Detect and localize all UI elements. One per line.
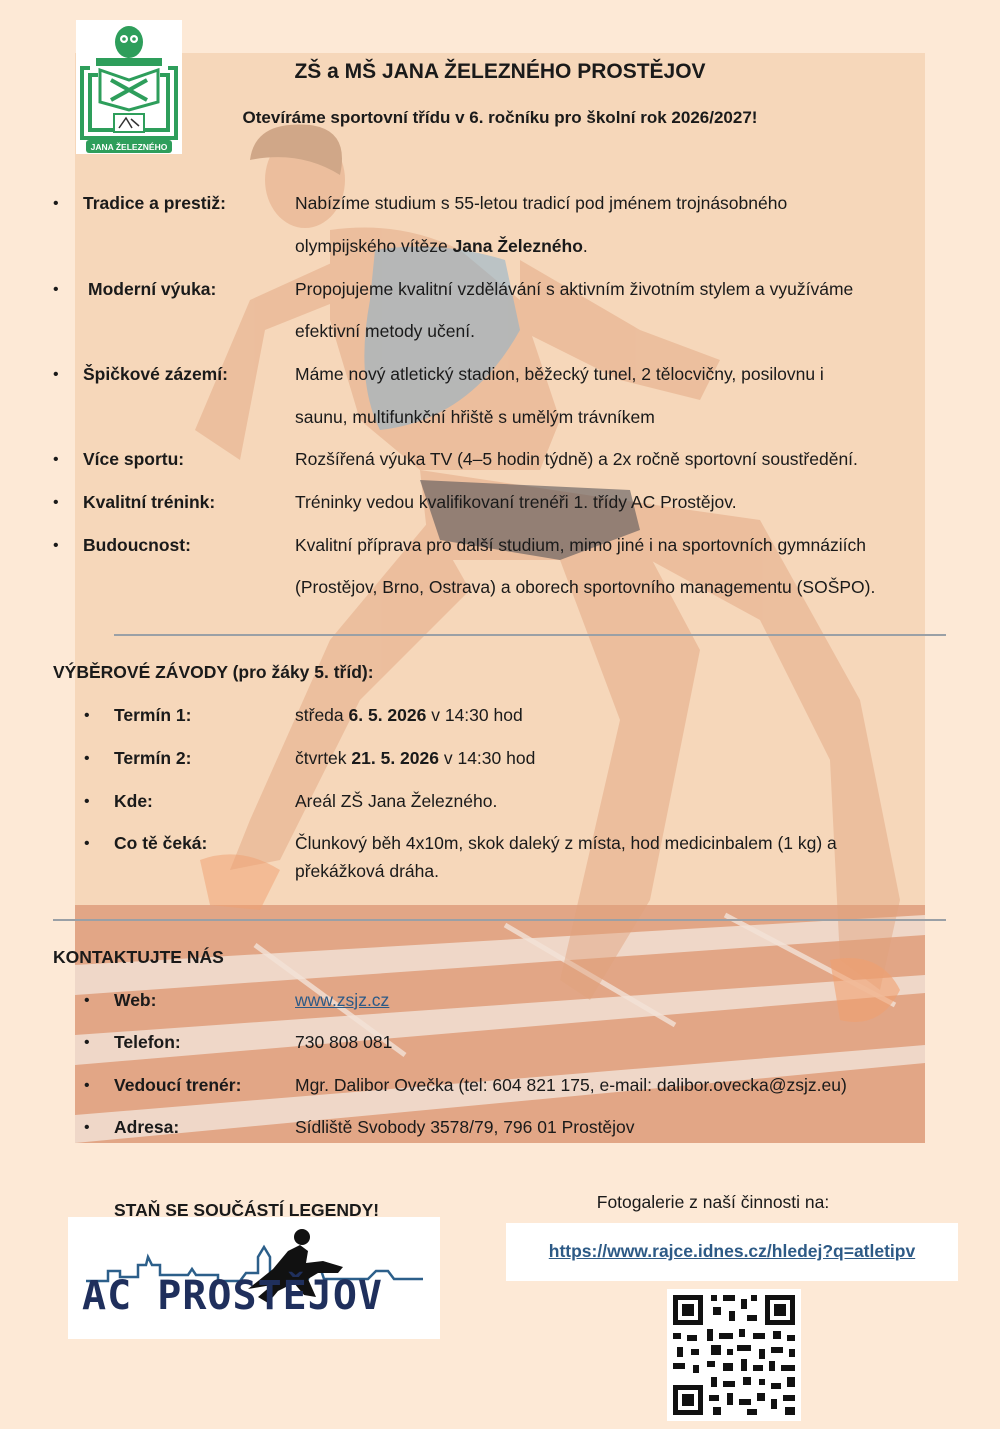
- period: .: [582, 236, 588, 256]
- disciplines-value-line2: překážková dráha.: [295, 861, 439, 881]
- benefit-text: Máme nový atletický stadion, běžecký tunel, 2 tělocvičny, posilovnu i: [295, 364, 824, 384]
- coach-label: Vedoucí trenér:: [114, 1075, 242, 1095]
- bullet: •: [53, 195, 59, 212]
- location-label: Kde:: [114, 791, 153, 811]
- phone-label: Telefon:: [114, 1032, 181, 1052]
- benefit-label: Moderní výuka:: [88, 279, 217, 299]
- benefit-label: Špičkové zázemí:: [83, 364, 228, 384]
- logo-caption: JANA ŽELEZNÉHO: [90, 142, 168, 152]
- phone-value: 730 808 081: [295, 1032, 393, 1052]
- address-label: Adresa:: [114, 1117, 180, 1137]
- coach-value: Mgr. Dalibor Ovečka (tel: 604 821 175, e-mail: dalibor.ovecka@zsjz.eu): [295, 1075, 847, 1095]
- bullet: •: [84, 1034, 90, 1051]
- list-item-continuation: [295, 396, 655, 439]
- term-label: Termín 2:: [114, 748, 192, 768]
- bullet: •: [84, 992, 90, 1009]
- benefit-label: Budoucnost:: [83, 535, 191, 555]
- benefit-text: Kvalitní příprava pro další studium, mimo jiné i na sportovních gymnáziích: [295, 535, 866, 555]
- benefit-label: Kvalitní trénink:: [83, 492, 216, 512]
- bullet: •: [53, 451, 59, 468]
- slogan: STAŇ SE SOUČÁSTÍ LEGENDY!: [114, 1200, 380, 1220]
- list-item-continuation: [295, 310, 475, 353]
- announcement: Otevíráme sportovní třídu v 6. ročníku pro školní rok 2026/2027!: [242, 108, 758, 127]
- benefit-text: Nabízíme studium s 55-letou tradicí pod jménem trojnásobného: [295, 193, 788, 213]
- benefit-text-line2: saunu, multifunkční hřiště s umělým trávníkem: [295, 407, 655, 427]
- disciplines-value: Člunkový běh 4x10m, skok daleký z místa, hod medicinbalem (1 kg) a: [295, 833, 837, 853]
- term-value: středa 6. 5. 2026 v 14:30 hod: [295, 705, 523, 725]
- web-label: Web:: [114, 990, 157, 1010]
- school-logo: [76, 20, 182, 154]
- web-link[interactable]: www.zsjz.cz: [295, 990, 390, 1010]
- contact-heading: KONTAKTUJTE NÁS: [53, 947, 224, 967]
- list-item-continuation: [295, 225, 975, 268]
- bullet: •: [84, 1119, 90, 1136]
- club-name: AC PROSTĚJOV: [82, 1273, 383, 1319]
- benefit-label: Více sportu:: [83, 449, 185, 469]
- benefit-text-line2: (Prostějov, Brno, Ostrava) a oborech sportovního managementu (SOŠPO).: [295, 577, 876, 597]
- divider: [114, 634, 946, 636]
- bullet: •: [53, 494, 59, 511]
- gallery-url-box: [506, 1223, 958, 1281]
- term-label: Termín 1:: [114, 705, 192, 725]
- benefit-label: Tradice a prestiž:: [83, 193, 226, 213]
- gallery-label: Fotogalerie z naší činnosti na:: [596, 1192, 830, 1212]
- term-value: čtvrtek 21. 5. 2026 v 14:30 hod: [295, 748, 536, 768]
- olympian-name: Jana Železného: [452, 236, 583, 256]
- ac-prostejov-logo: [68, 1217, 440, 1339]
- bullet: •: [53, 537, 59, 554]
- qr-code[interactable]: [667, 1289, 801, 1421]
- location-value: Areál ZŠ Jana Železného.: [295, 791, 498, 811]
- disciplines-label: Co tě čeká:: [114, 833, 208, 853]
- term-date: 21. 5. 2026: [351, 748, 439, 768]
- bullet: •: [53, 281, 59, 298]
- benefit-text: Rozšířená výuka TV (4–5 hodin týdně) a 2x ročně sportovní soustředění.: [295, 449, 858, 469]
- bullet: •: [84, 793, 90, 810]
- bullet: •: [84, 835, 90, 852]
- divider: [53, 919, 946, 921]
- bullet: •: [84, 707, 90, 724]
- benefit-text: Tréninky vedou kvalifikovaní trenéři 1. třídy AC Prostějov.: [295, 492, 737, 512]
- selection-heading: VÝBĚROVÉ ZÁVODY (pro žáky 5. tříd):: [53, 662, 374, 682]
- address-value: Sídliště Svobody 3578/79, 796 01 Prostějov: [295, 1117, 635, 1137]
- benefit-text-line2: olympijského vítěze: [295, 236, 453, 256]
- list-item-continuation: [295, 566, 875, 609]
- bullet: •: [84, 1077, 90, 1094]
- list-item-continuation: [295, 850, 439, 893]
- school-name: ZŠ a MŠ JANA ŽELEZNÉHO PROSTĚJOV: [294, 60, 706, 83]
- benefit-text: Propojujeme kvalitní vzdělávání s aktivním životním stylem a využíváme: [295, 279, 854, 299]
- gallery-link[interactable]: https://www.rajce.idnes.cz/hledej?q=atletipv: [548, 1241, 916, 1261]
- term-date: 6. 5. 2026: [348, 705, 427, 725]
- benefit-text-line2: efektivní metody učení.: [295, 321, 475, 341]
- bullet: •: [53, 366, 59, 383]
- bullet: •: [84, 750, 90, 767]
